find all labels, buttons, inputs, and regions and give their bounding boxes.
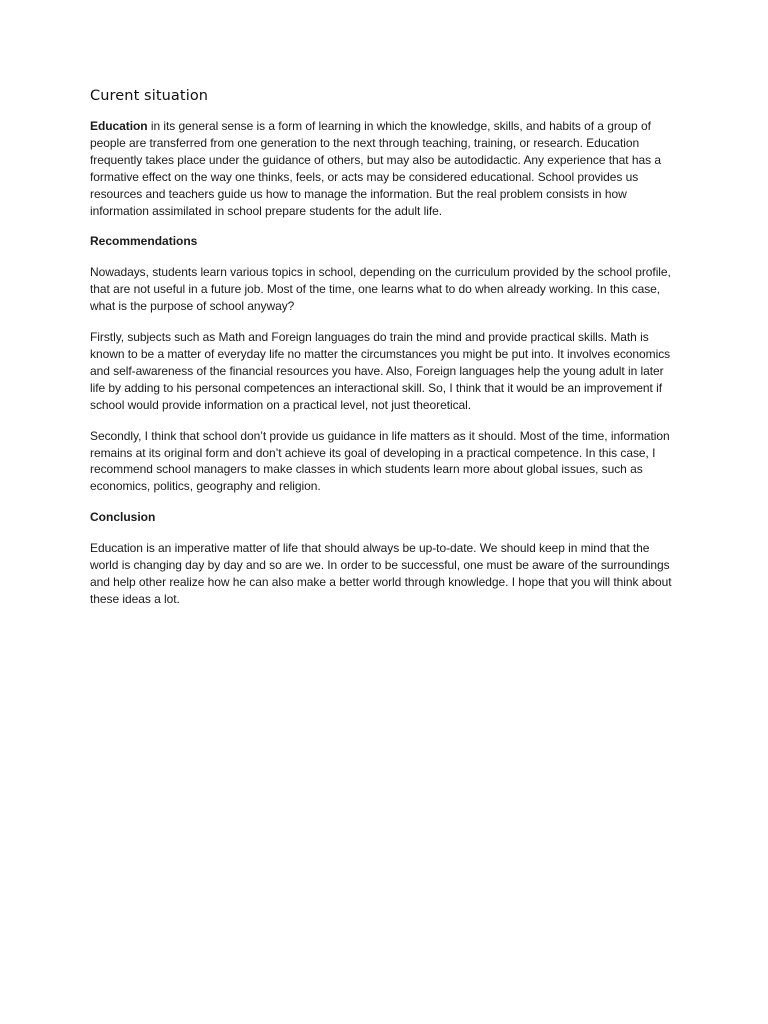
document-page [90, 88, 680, 622]
intro-paragraph [90, 118, 680, 219]
document-title: Curent situation [90, 88, 209, 104]
recommendations-paragraph-1: Nowadays, students learn various topics in school, depending on the curriculum provided by the school profile, that are not useful in a future job. Most of the time, one learns what to do when already working. In this case, what is the purpose of school anyway? [90, 265, 671, 314]
recommendations-paragraph-3: Secondly, I think that school don’t provide us guidance in life matters as it should. Most of the time, information remains at its original form and don’t achieve its goal of developing in a practical competence. In this case, I recommend school managers to make classes in which students learn more about global issues, such as economics, politics, geography and religion. [90, 428, 670, 494]
intro-text: in its general sense is a form of learning in which the knowledge, skills, and habits of a group of people are transferred from one generation to the next through teaching, training, or research. Education frequently takes place under the guidance of others, but may also be autodidactic. Any experience that has a formative effect on the way one thinks, feels, or acts may be considered educational. School provides us resources and teachers guide us how to manage the information. But the real problem consists in how information assimilated in school prepare students for the adult life. [90, 119, 661, 218]
recommendations-paragraph-2: Firstly, subjects such as Math and Foreign languages do train the mind and provide practical skills. Math is known to be a matter of everyday life no matter the circumstances you might be put into. It involves economics and self-awareness of the financial resources you have. Also, Foreign languages help the young adult in later life by adding to his personal competences an interactional skill. So, I think that it would be an improvement if school would provide information on a practical level, not just theoretical. [90, 330, 671, 412]
conclusion-paragraph: Education is an imperative matter of life that should always be up-to-date. We should keep in mind that the world is changing day by day and so are we. In order to be successful, one must be aware of the surroundings and help other realize how he can also make a better world through knowledge. I hope that you will think about these ideas a lot. [90, 541, 672, 606]
recommendations-heading: Recommendations [90, 234, 198, 249]
intro-lead-word: Education [90, 119, 148, 133]
conclusion-heading: Conclusion [90, 510, 156, 525]
